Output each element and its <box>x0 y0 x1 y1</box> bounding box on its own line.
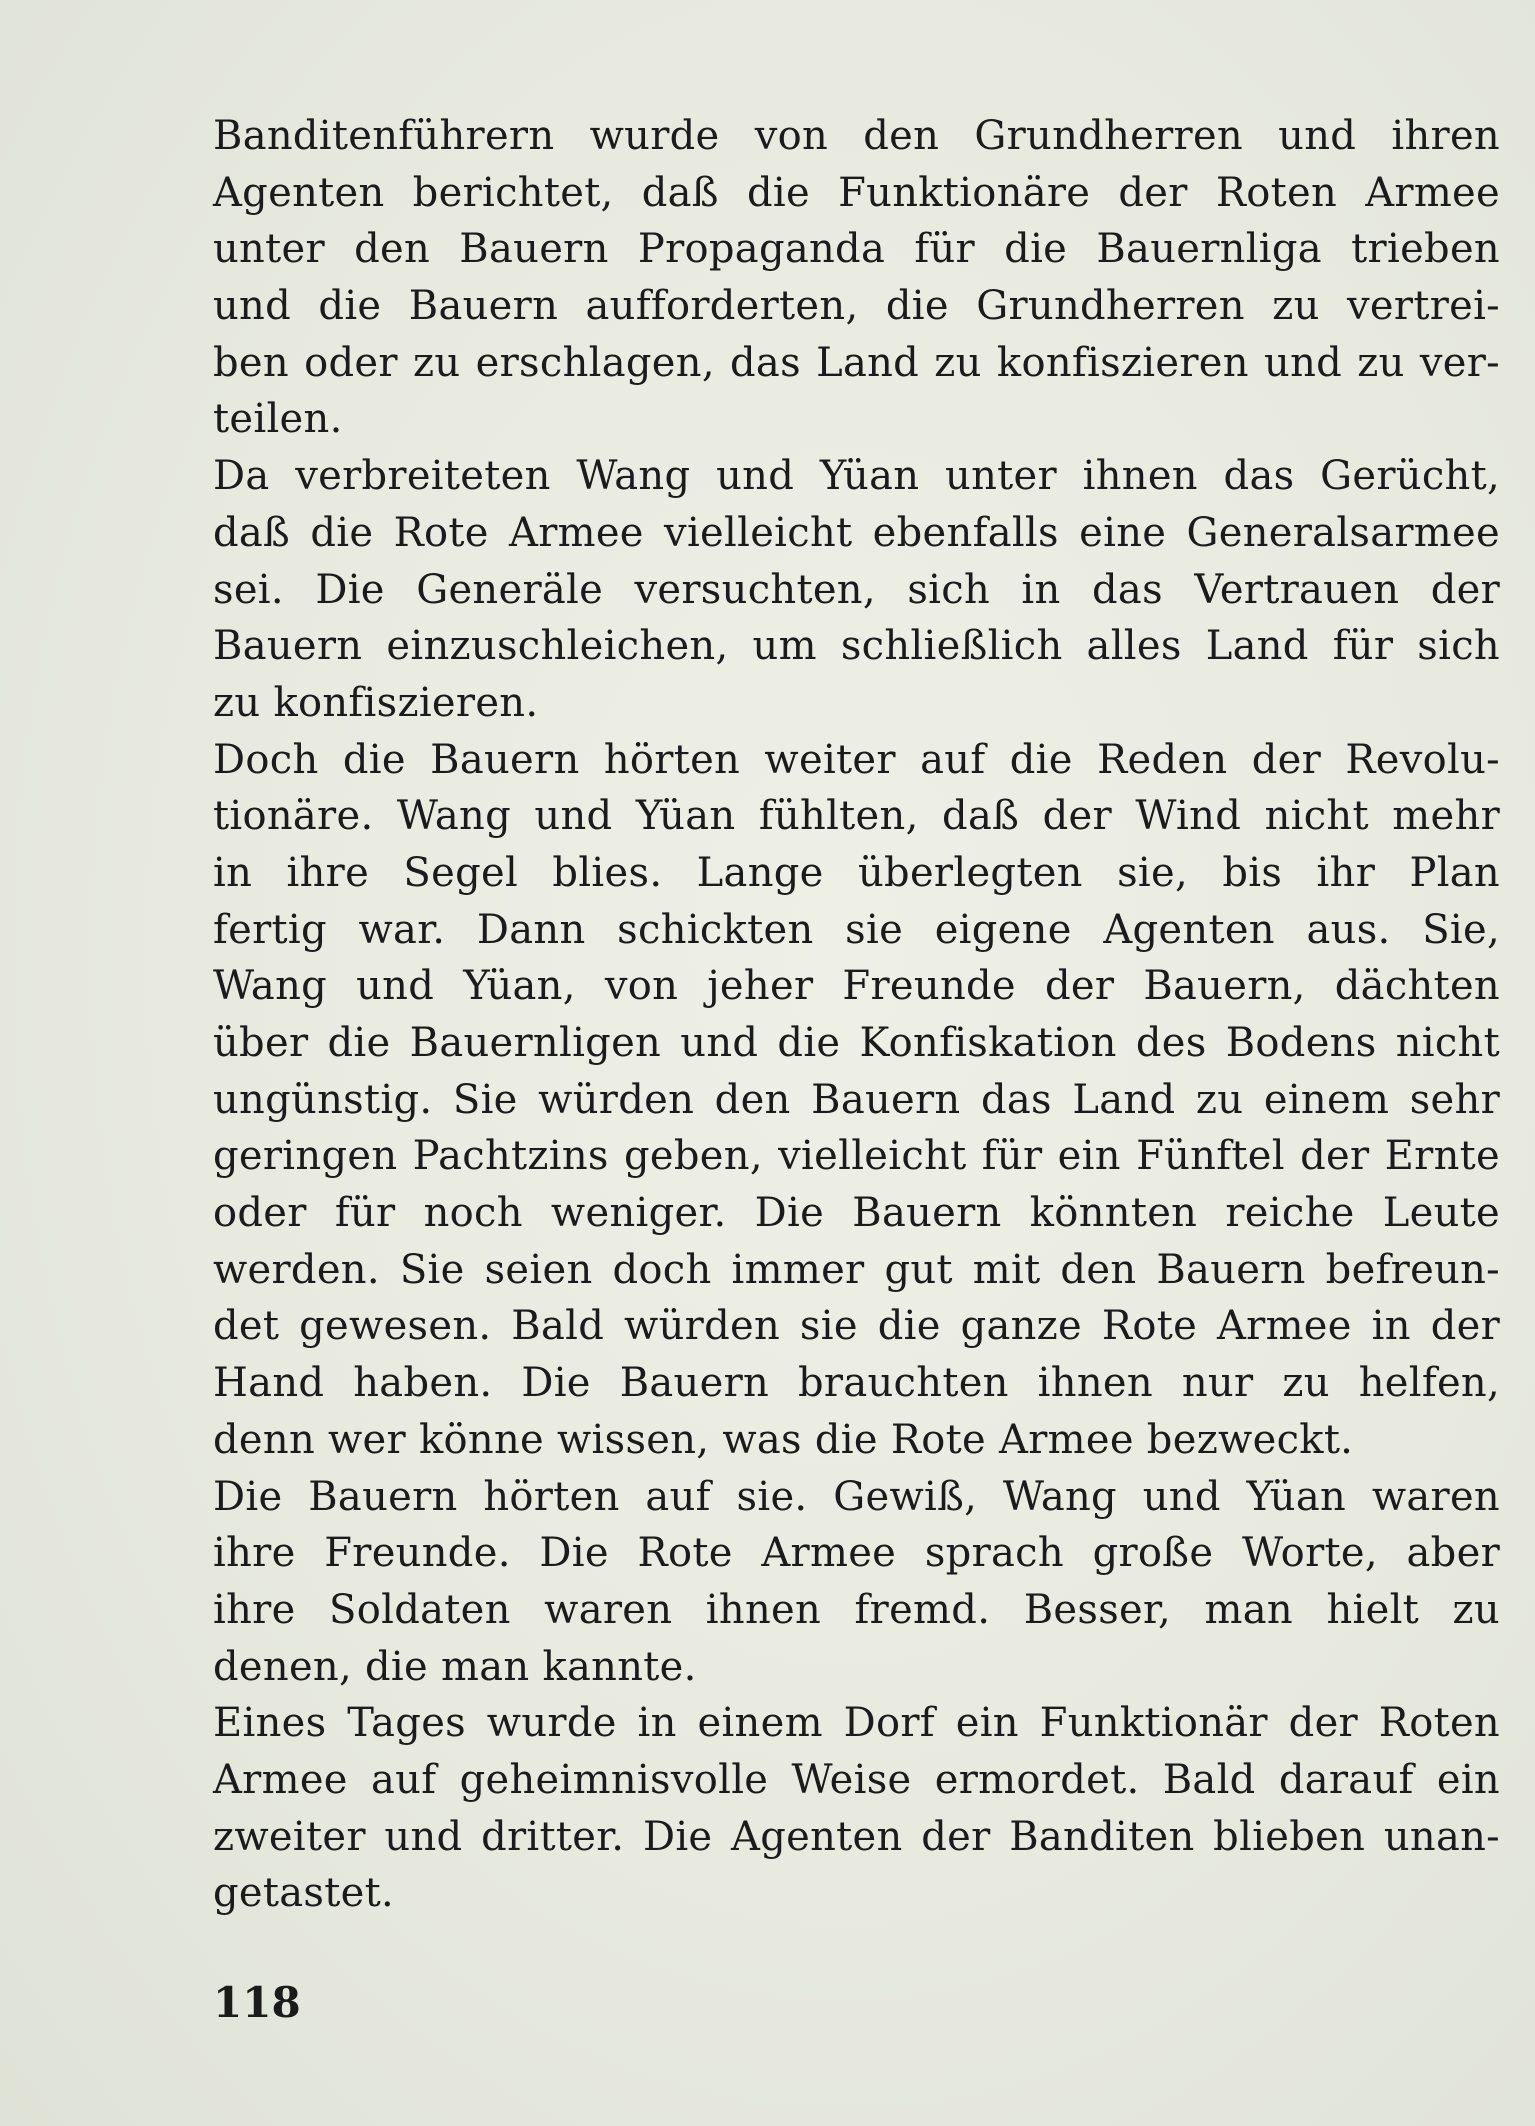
text-line: ben oder zu erschlagen, das Land zu konfiszieren und zu ver- <box>213 339 1500 386</box>
text-line: ihre Freunde. Die Rote Armee sprach große Worte, aber <box>213 1530 1500 1577</box>
paragraph <box>213 448 1500 731</box>
text-line: Bauern einzuschleichen, um schließlich alles Land für sich <box>213 623 1500 670</box>
text-line: Doch die Bauern hörten weiter auf die Reden der Revolu- <box>213 736 1500 783</box>
text-line: zu konfiszieren. <box>213 679 539 726</box>
text-line: Eines Tages wurde in einem Dorf ein Funktionär der Roten <box>213 1700 1500 1747</box>
text-line: Armee auf geheimnisvolle Weise ermordet. Bald darauf ein <box>213 1756 1500 1803</box>
text-line: denen, die man kannte. <box>213 1643 697 1690</box>
paragraph <box>213 732 1500 1469</box>
text-line: über die Bauernligen und die Konfiskation des Bodens nicht <box>213 1020 1500 1066</box>
text-line: sei. Die Generäle versuchten, sich in das Vertrauen der <box>213 566 1500 613</box>
text-line: Die Bauern hörten auf sie. Gewiß, Wang und Yüan waren <box>213 1473 1500 1520</box>
text-line: in ihre Segel blies. Lange überlegten sie, bis ihr Plan <box>213 849 1500 896</box>
text-line: unter den Bauern Propaganda für die Bauernliga trieben <box>213 226 1500 273</box>
text-line: ungünstig. Sie würden den Bauern das Land zu einem sehr <box>213 1076 1500 1123</box>
text-line: det gewesen. Bald würden sie die ganze Rote Armee in der <box>213 1303 1500 1350</box>
paragraph <box>213 108 1500 448</box>
text-line: daß die Rote Armee vielleicht ebenfalls eine Generalsarmee <box>213 509 1500 556</box>
text-line: tionäre. Wang und Yüan fühlten, daß der Wind nicht mehr <box>213 793 1500 840</box>
text-line: Hand haben. Die Bauern brauchten ihnen nur zu helfen, <box>213 1360 1500 1407</box>
text-line: getastet. <box>213 1870 394 1917</box>
paragraph <box>213 1469 1500 1696</box>
text-line: Wang und Yüan, von jeher Freunde der Bauern, dächten <box>213 963 1500 1010</box>
page-number: 118 <box>213 1978 301 2027</box>
text-line: fertig war. Dann schickten sie eigene Agenten aus. Sie, <box>213 906 1500 953</box>
text-line: geringen Pachtzins geben, vielleicht für ein Fünftel der Ernte <box>213 1133 1500 1180</box>
paragraph <box>213 1695 1500 1922</box>
text-line: teilen. <box>213 396 343 443</box>
text-line: zweiter und dritter. Die Agenten der Banditen blieben unan- <box>213 1813 1500 1860</box>
text-line: ihre Soldaten waren ihnen fremd. Besser, man hielt zu <box>213 1586 1500 1633</box>
text-line: Agenten berichtet, daß die Funktionäre der Roten Armee <box>213 169 1500 216</box>
text-line: denn wer könne wissen, was die Rote Armee bezweckt. <box>213 1416 1354 1463</box>
text-line: und die Bauern aufforderten, die Grundherren zu vertrei- <box>213 283 1500 330</box>
body-text <box>213 108 1500 1922</box>
text-line: Da verbreiteten Wang und Yüan unter ihnen das Gerücht, <box>213 453 1500 500</box>
text-line: oder für noch weniger. Die Bauern könnten reiche Leute <box>213 1190 1500 1237</box>
text-line: Banditenführern wurde von den Grundherren und ihren <box>213 113 1500 159</box>
text-line: werden. Sie seien doch immer gut mit den Bauern befreun- <box>213 1246 1500 1293</box>
